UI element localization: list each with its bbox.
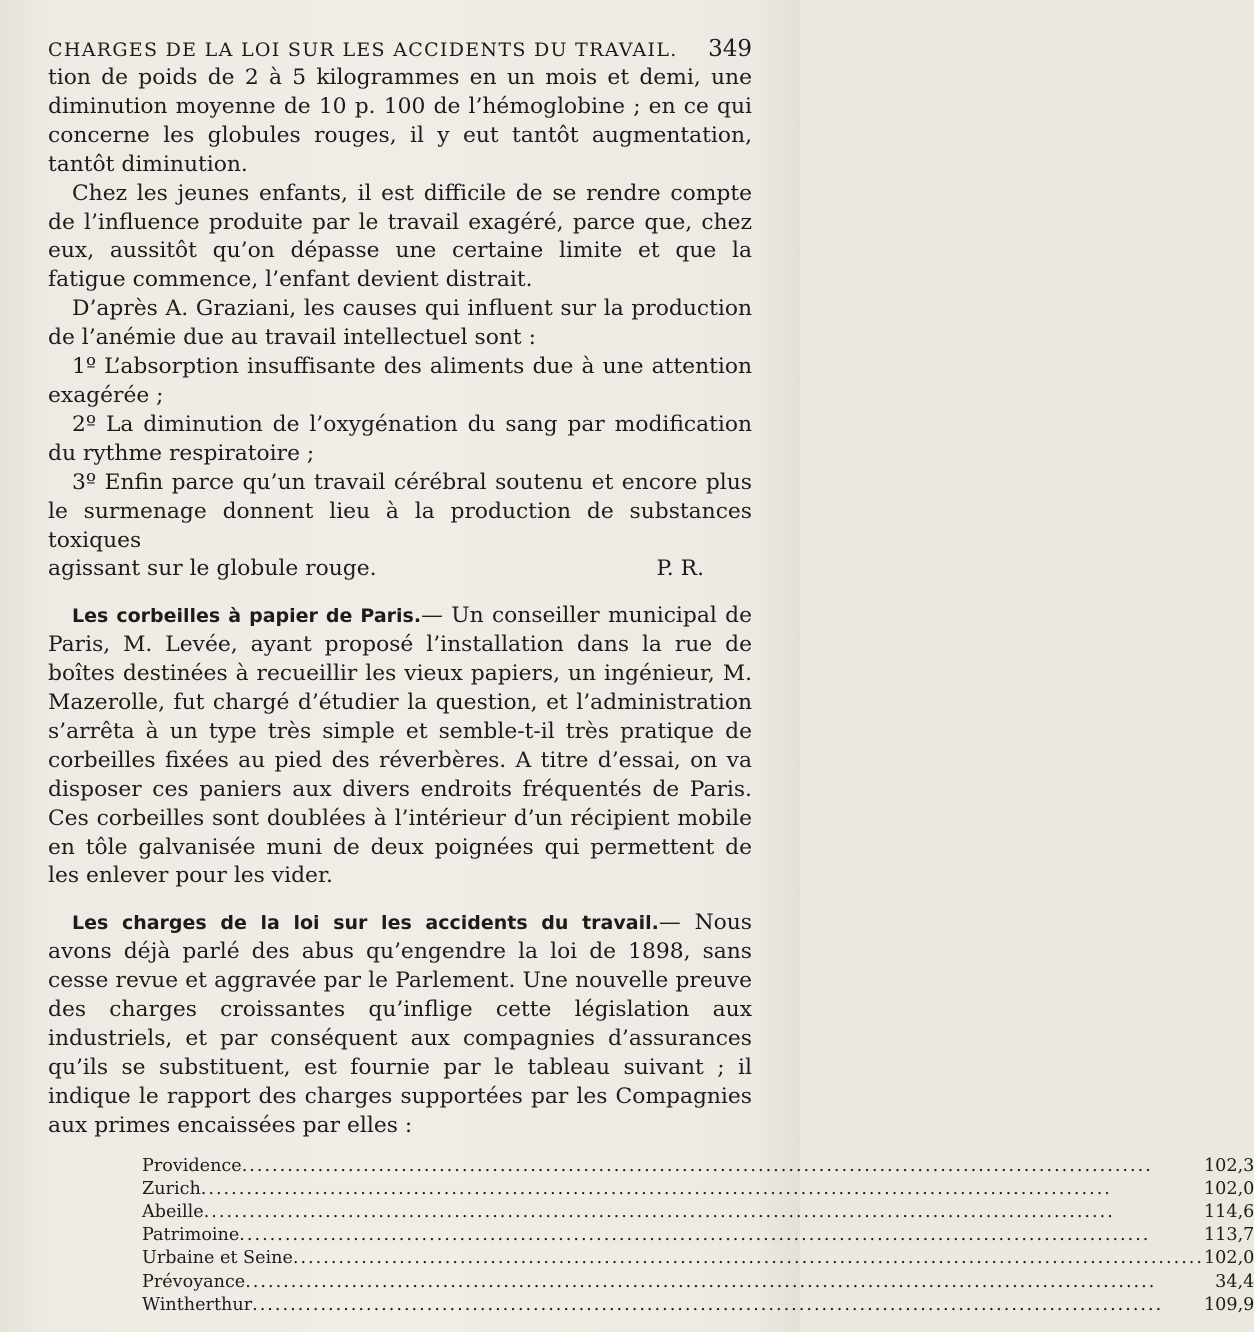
- section-charges-body: — Nous avons déjà parlé des abus qu’engendre la loi de 1898, sans cesse revue et aggravée par le Parlement. Une nouvelle preuve des charges croissantes qu’inflige cette législation aux industriels, et par conséquent aux compagnies d’assurances qu’ils se substituent, est fournie par le tableau suivant ; il indique le rapport des charges supportées par les Compagnies aux primes encaissées par elles :: [48, 910, 752, 1138]
- section-corbeilles-body: — Un conseiller municipal de Paris, M. Levée, ayant proposé l’installation dans la rue de boîtes destinées à recueillir les vieux papiers, un ingénieur, M. Mazerolle, fut chargé d’étudier la question, et l’administration s’arrêta à un type très simple et semble-t-il très pratique de corbeilles fixées au pied des réverbères. A titre d’essai, on va disposer ces paniers aux divers endroits fréquentés de Paris. Ces corbeilles sont doublées à l’intérieur d’un récipient mobile en tôle galvanisée muni de deux poignées qui permettent de les enlever pour les vider.: [48, 603, 752, 889]
- dot-leader: ........................................................................................................................: [245, 1271, 1157, 1292]
- section-charges: [48, 909, 752, 1140]
- page-number: 349: [708, 36, 752, 62]
- paragraph-graziani: D’après A. Graziani, les causes qui influent sur la production de l’anémie due au travail intellectuel sont :: [48, 296, 752, 351]
- company-cell: [142, 1155, 1204, 1178]
- table-row: [142, 1271, 1254, 1294]
- ratio-value: 102,0: [1203, 1248, 1254, 1269]
- paragraph-young-children: Chez les jeunes enfants, il est difficile de se rendre compte de l’influence produite par le travail exagéré, parce que, chez eux, aussitôt qu’on dépasse une certaine limite et que la fatigue commence, l’enfant devient distrait.: [48, 180, 752, 293]
- company-cell: [142, 1224, 1204, 1247]
- table-row: [142, 1224, 1254, 1247]
- dot-leader: ........................................................................................................................: [252, 1294, 1164, 1315]
- ratio-value: 109,9: [1203, 1294, 1254, 1315]
- list-item-cerebral-work: 3º Enfin parce qu’un travail cérébral soutenu et encore plus le surmenage donnent lieu à la production de substances toxiques: [48, 469, 752, 553]
- ratio-value: 114,6: [1203, 1202, 1254, 1223]
- dot-leader: ........................................................................................................................: [292, 1248, 1204, 1269]
- company-cell: [142, 1294, 1204, 1317]
- company-name: Zurich: [142, 1178, 201, 1199]
- dot-leader: ........................................................................................................................: [239, 1225, 1151, 1246]
- company-name: Abeille: [142, 1202, 204, 1223]
- author-signature: P. R.: [656, 556, 704, 582]
- company-cell: [142, 1178, 1204, 1201]
- list-item-absorption: 1º L’absorption insuffisante des aliments due à une attention exagérée ;: [48, 354, 752, 408]
- table-row: [142, 1201, 1254, 1224]
- dot-leader: ........................................................................................................................: [203, 1202, 1115, 1223]
- signature-line: [48, 555, 752, 584]
- spacer: [48, 584, 752, 602]
- company-cell: [142, 1271, 1204, 1294]
- dot-leader: ........................................................................................................................: [200, 1178, 1112, 1199]
- running-header: [48, 36, 752, 62]
- body-text: [48, 64, 752, 1141]
- section-corbeilles: [48, 602, 752, 891]
- spacer: [48, 891, 752, 909]
- company-cell: [142, 1201, 1204, 1224]
- ratio-value: 113,7: [1203, 1225, 1254, 1246]
- paragraph-continuation: tion de poids de 2 à 5 kilogrammes en un mois et demi, une diminution moyenne de 10 p. 100 de l’hémoglobine ; en ce qui concerne les globules rouges, il y eut tantôt augmentation, tantôt diminution.: [48, 65, 752, 177]
- company-name: Patrimoine: [142, 1225, 240, 1246]
- section-corbeilles-title: Les corbeilles à papier de Paris.: [72, 605, 422, 628]
- company-name: Wintherthur: [142, 1294, 253, 1315]
- company-name: Urbaine et Seine: [142, 1248, 293, 1269]
- company-name: Prévoyance: [142, 1271, 246, 1292]
- dot-leader: ........................................................................................................................: [241, 1155, 1153, 1176]
- company-name: Providence: [142, 1155, 242, 1176]
- table-row: [142, 1178, 1254, 1201]
- ratio-value: 34,4: [1215, 1271, 1254, 1292]
- company-cell: [142, 1247, 1204, 1270]
- list-item-oxygenation: 2º La diminution de l’oxygénation du sang par modification du rythme respiratoire ;: [48, 411, 752, 466]
- table-row: [142, 1155, 1254, 1178]
- rates-table: [142, 1155, 1254, 1317]
- running-title: CHARGES DE LA LOI SUR LES ACCIDENTS DU TRAVAIL.: [48, 39, 678, 61]
- table-row: [142, 1294, 1254, 1317]
- table-row: [142, 1247, 1254, 1270]
- ratio-value: 102,0: [1203, 1178, 1254, 1199]
- ratio-value: 102,3: [1203, 1155, 1254, 1176]
- paragraph-last-line: agissant sur le globule rouge.: [48, 556, 377, 582]
- section-charges-title: Les charges de la loi sur les accidents du travail.: [72, 912, 659, 935]
